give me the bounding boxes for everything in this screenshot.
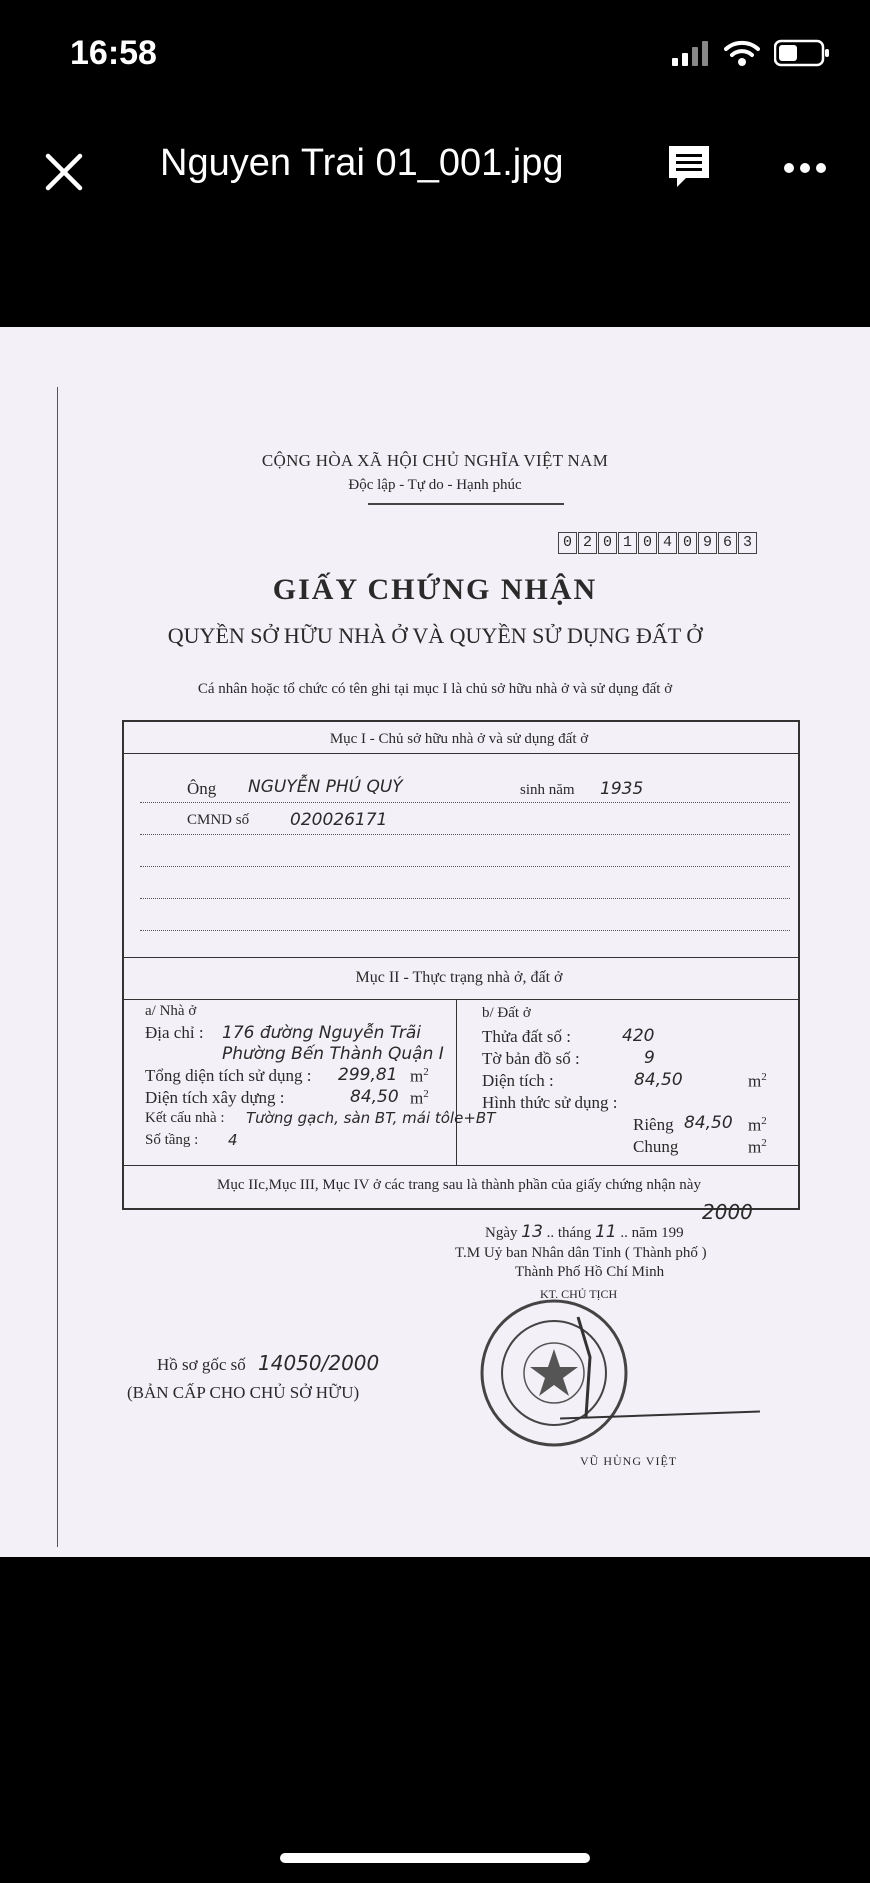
viewer-toolbar [0, 120, 870, 220]
total-area-value: 299,81 [338, 1065, 398, 1085]
more-options-button[interactable] [780, 158, 830, 178]
land-area-label: Diện tích : [482, 1071, 554, 1090]
signer-name: VŨ HÙNG VIỆT [580, 1454, 678, 1468]
structure-value: Tường gạch, sàn BT, mái tôle+BT [246, 1109, 496, 1127]
land-heading: b/ Đất ở [482, 1005, 531, 1021]
usage-label: Hình thức sử dụng : [482, 1093, 618, 1112]
authority-line-3: KT. CHỦ TỊCH [540, 1287, 618, 1301]
private-label: Riêng [633, 1115, 674, 1134]
map-sheet-label: Tờ bản đồ số : [482, 1049, 580, 1068]
certificate-title: GIẤY CHỨNG NHẬN [272, 573, 598, 606]
serial-digit: 0 [558, 532, 577, 554]
status-bar [0, 0, 870, 110]
owner-prefix: Ông [187, 779, 217, 798]
issued-to-owner-note: (BẢN CẤP CHO CHỦ SỞ HỮU) [127, 1383, 360, 1402]
birth-label: sinh năm [520, 782, 575, 798]
table-divider [122, 753, 798, 754]
file-number-value: 14050/2000 [258, 1351, 380, 1375]
table-divider [122, 957, 798, 958]
parcel-label: Thửa đất số : [482, 1027, 572, 1046]
dotted-line [140, 929, 790, 931]
total-area-label: Tổng diện tích sử dụng : [145, 1066, 312, 1085]
file-number-label: Hồ sơ gốc số [157, 1355, 246, 1374]
wifi-icon [724, 39, 760, 72]
address-line-2: Phường Bến Thành Quận I [222, 1044, 444, 1064]
id-label: CMND số [187, 812, 250, 828]
floors-value: 4 [228, 1131, 238, 1149]
serial-digit: 0 [598, 532, 617, 554]
status-icons [672, 38, 830, 72]
home-indicator[interactable] [280, 1853, 590, 1863]
handwritten-year: 2000 [702, 1200, 753, 1224]
national-motto: Độc lập - Tự do - Hạnh phúc [348, 477, 522, 493]
document-photo[interactable] [0, 327, 870, 1557]
national-header: CỘNG HÒA XÃ HỘI CHỦ NGHĨA VIỆT NAM [261, 451, 609, 470]
serial-digit: 0 [678, 532, 697, 554]
land-area-value: 84,50 [634, 1070, 683, 1090]
serial-digit: 3 [738, 532, 757, 554]
motto-underline [368, 503, 564, 505]
dotted-line [140, 833, 790, 835]
address-line-1: 176 đường Nguyễn Trãi [222, 1023, 421, 1043]
serial-digit: 0 [638, 532, 657, 554]
serial-digit: 6 [718, 532, 737, 554]
certificate-note: Cá nhân hoặc tổ chức có tên ghi tại mục I là chủ sở hữu nhà ở và sử dụng đất ở [197, 681, 673, 697]
private-value: 84,50 [684, 1113, 733, 1133]
authority-line-1: T.M Uỷ ban Nhân dân Tỉnh ( Thành phố ) [455, 1245, 707, 1261]
house-heading: a/ Nhà ở [145, 1003, 197, 1019]
page-edge-line [57, 387, 58, 1547]
serial-digit: 1 [618, 532, 637, 554]
table-footer-note: Mục IIc,Mục III, Mục IV ở các trang sau là thành phần của giấy chứng nhận này [217, 1177, 701, 1193]
parcel-value: 420 [622, 1026, 655, 1046]
comments-button[interactable] [664, 142, 714, 192]
dotted-line [140, 801, 790, 803]
section-1-title: Mục I - Chủ sở hữu nhà ở và sử dụng đất ở [329, 731, 589, 747]
serial-digit: 2 [578, 532, 597, 554]
issue-date: Ngày 13 .. tháng 11 .. năm 199 [485, 1222, 684, 1242]
comment-icon [664, 142, 714, 192]
authority-line-2: Thành Phố Hồ Chí Minh [515, 1264, 665, 1280]
file-title: Nguyen Trai 01_001.jpg [160, 142, 564, 184]
close-button[interactable] [40, 148, 88, 196]
structure-label: Kết cấu nhà : [145, 1110, 225, 1126]
land-area-unit: $m^2$ [748, 1071, 767, 1091]
map-sheet-value: 9 [644, 1048, 655, 1068]
section-2-title: Mục II - Thực trạng nhà ở, đất ở [355, 969, 563, 986]
more-horizontal-icon [780, 158, 830, 178]
shared-label: Chung [633, 1137, 679, 1156]
built-area-value: 84,50 [350, 1087, 399, 1107]
private-unit: $m^2$ [748, 1115, 767, 1135]
shared-unit: $m^2$ [748, 1137, 767, 1157]
official-seal-image [478, 1297, 630, 1449]
serial-digit: 9 [698, 532, 717, 554]
certificate-subtitle: QUYỀN SỞ HỮU NHÀ Ở VÀ QUYỀN SỬ DỤNG ĐẤT Ở [167, 623, 703, 648]
serial-digit: 4 [658, 532, 677, 554]
floors-label: Số tầng : [145, 1132, 199, 1148]
cellular-signal-icon [672, 40, 710, 71]
certificate-document [0, 327, 870, 1557]
battery-icon [774, 39, 830, 72]
dotted-line [140, 897, 790, 899]
dotted-line [140, 865, 790, 867]
built-area-label: Diện tích xây dựng : [145, 1088, 285, 1107]
total-area-unit: $m^2$ [410, 1066, 429, 1086]
table-divider [122, 1165, 798, 1166]
id-number: 020026171 [290, 810, 388, 830]
address-label: Địa chỉ : [145, 1023, 204, 1042]
built-area-unit: $m^2$ [410, 1088, 429, 1108]
serial-number [558, 532, 758, 554]
close-icon [40, 148, 88, 196]
owner-name: NGUYỄN PHÚ QUÝ [248, 777, 403, 797]
table-divider [122, 999, 798, 1000]
birth-year: 1935 [600, 779, 644, 799]
certificate-table [122, 720, 800, 1210]
status-time: 16:58 [70, 34, 157, 72]
table-column-divider [456, 999, 457, 1165]
